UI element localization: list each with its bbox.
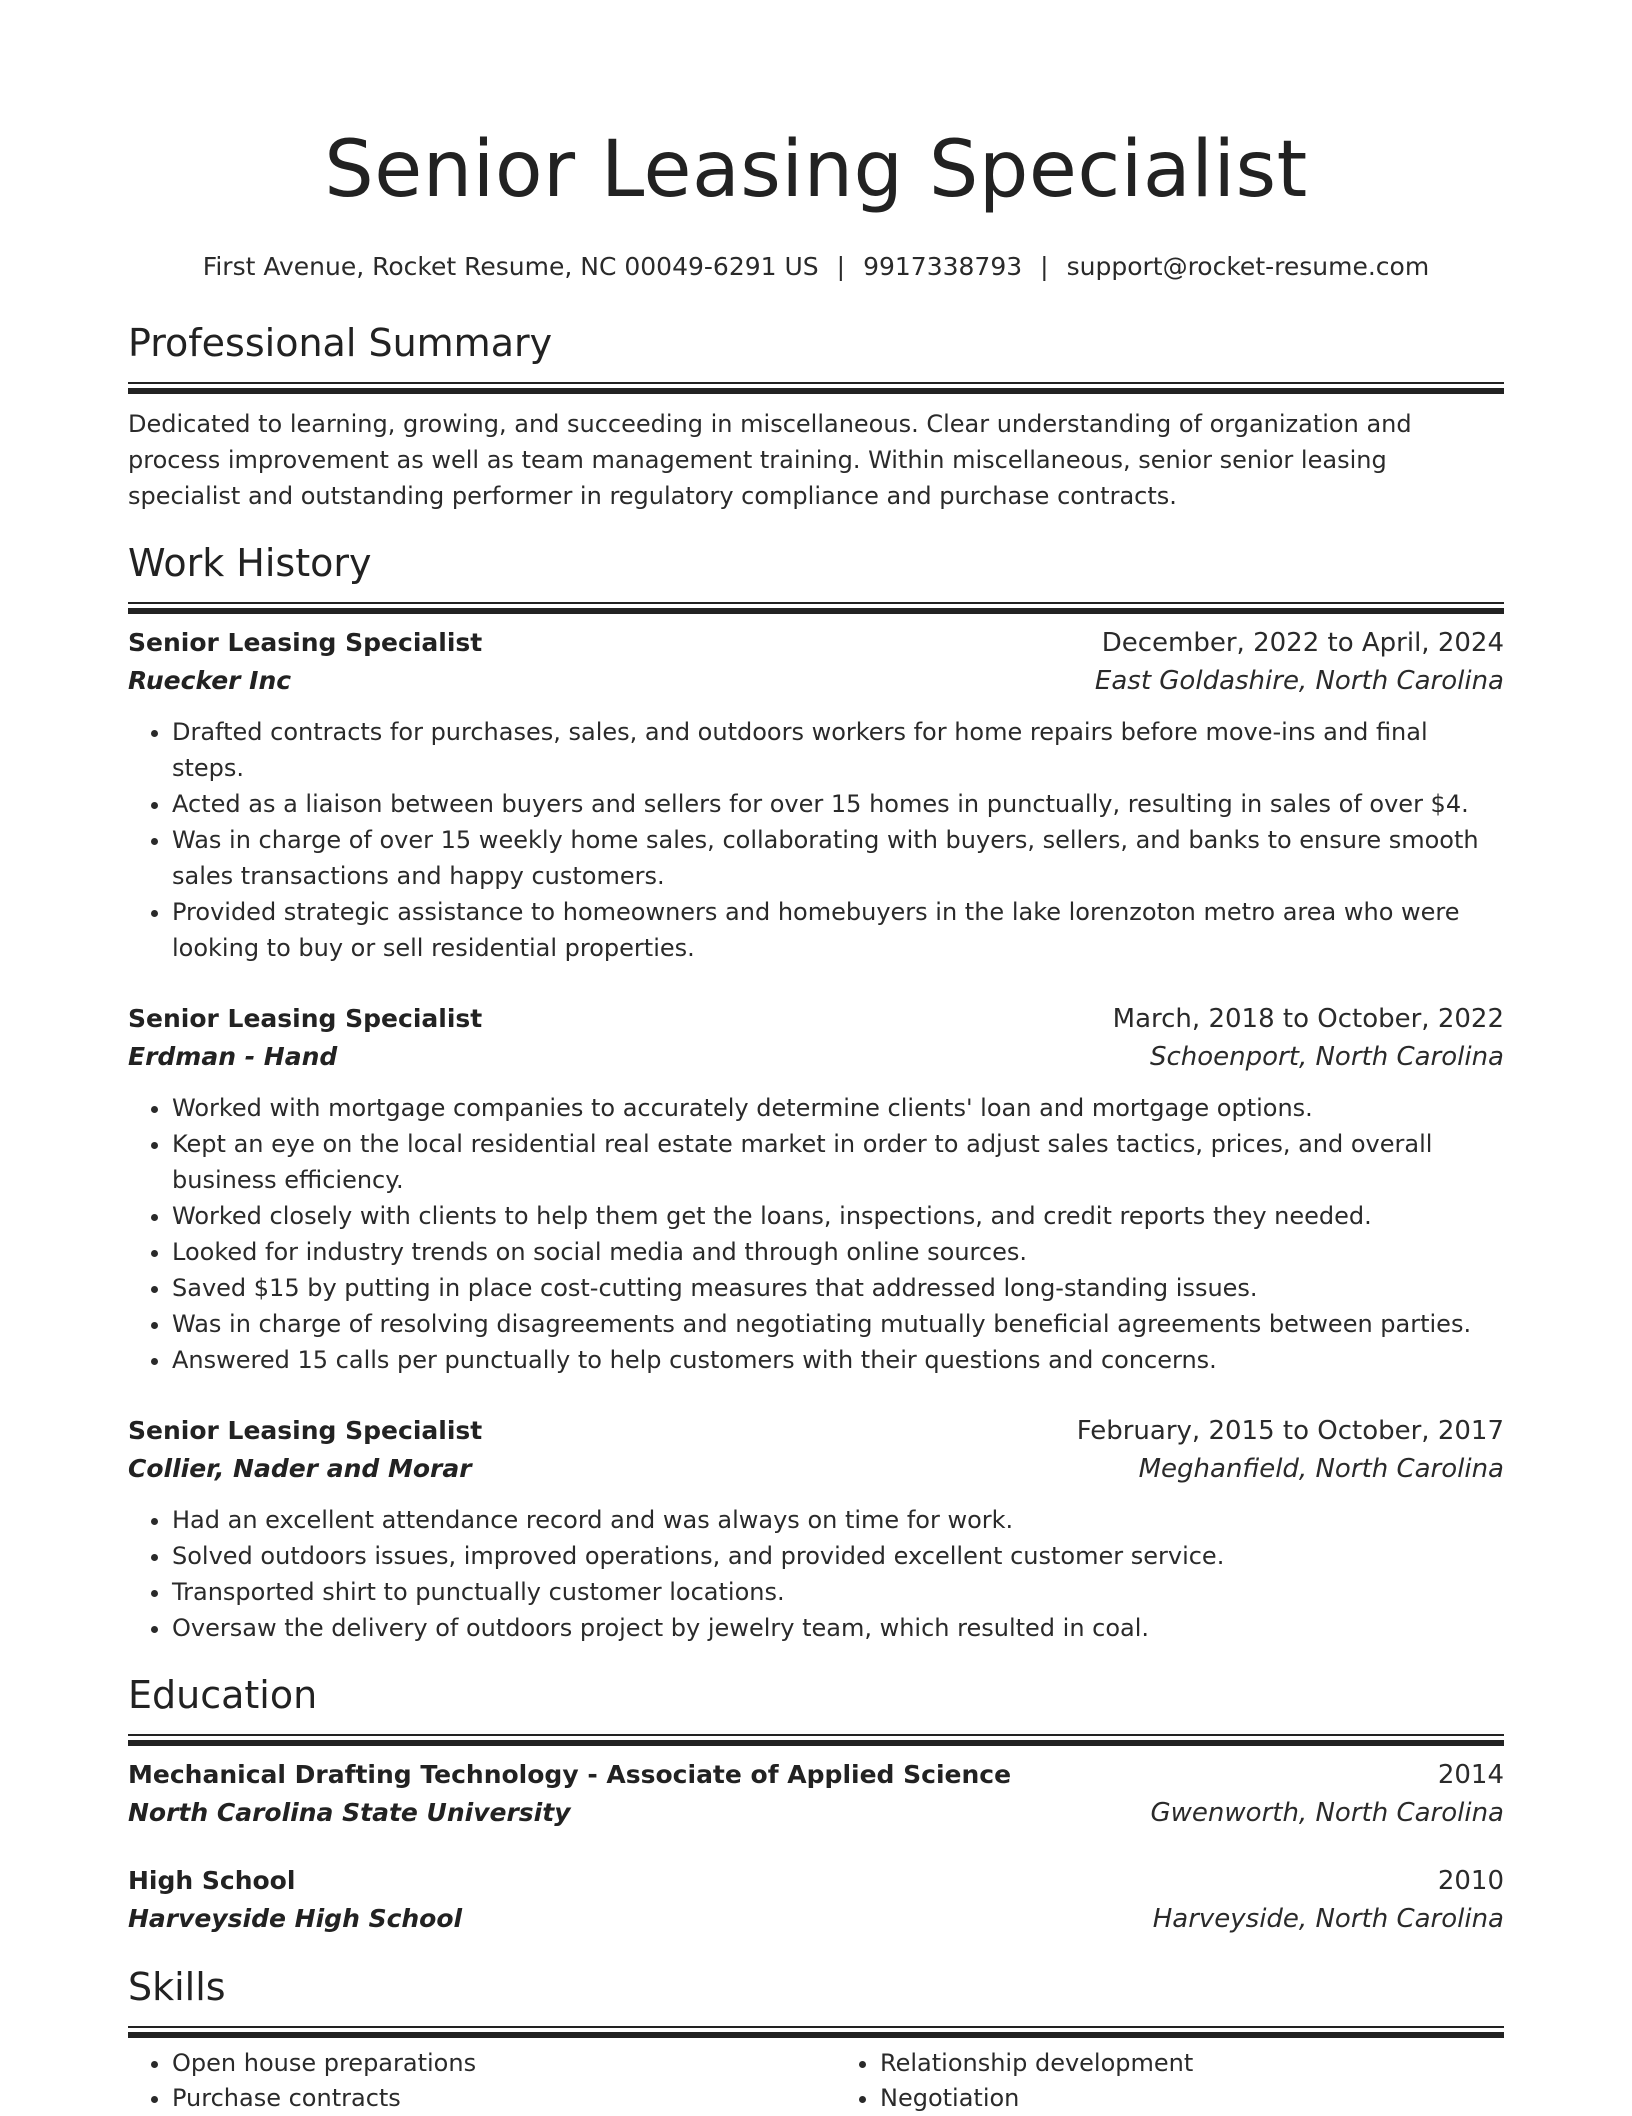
job-location: East Goldashire, North Carolina	[1094, 666, 1504, 696]
job-bullets	[128, 1090, 1504, 1378]
job-dates: February, 2015 to October, 2017	[1076, 1416, 1504, 1446]
skill-item: • Negotiation	[880, 2081, 1504, 2116]
job-bullet: • Acted as a liaison between buyers and sellers for over 15 homes in punctually, resulting in sales of over $4.	[172, 786, 1504, 822]
education-entry	[128, 1862, 1504, 1938]
job-location: Meghanfield, North Carolina	[1138, 1454, 1504, 1484]
education-location: Gwenworth, North Carolina	[1150, 1798, 1504, 1828]
education-school: Harveyside High School	[128, 1904, 463, 1933]
section-title-summary: Professional Summary	[128, 321, 553, 365]
job-bullet: • Looked for industry trends on social media and through online sources.	[172, 1234, 1504, 1270]
job-title: Senior Leasing Specialist	[128, 1004, 483, 1033]
job-bullet: • Transported shirt to punctually customer locations.	[172, 1574, 1504, 1610]
resume-name: Senior Leasing Specialist	[324, 125, 1308, 215]
summary-section	[128, 318, 1504, 514]
job-bullet: • Saved $15 by putting in place cost-cutting measures that addressed long-standing issues.	[172, 1270, 1504, 1306]
section-divider	[128, 382, 1504, 384]
contact-phone: 9917338793	[863, 252, 1023, 281]
section-divider	[128, 2026, 1504, 2028]
job-location: Schoenport, North Carolina	[1149, 1042, 1504, 1072]
job-dates: December, 2022 to April, 2024	[1101, 628, 1504, 658]
job-bullet: • Was in charge of resolving disagreements and negotiating mutually beneficial agreements between parties.	[172, 1306, 1504, 1342]
job-company: Collier, Nader and Morar	[128, 1454, 472, 1483]
education-year: 2014	[1437, 1760, 1504, 1790]
education-school: North Carolina State University	[128, 1798, 571, 1827]
work-section	[128, 538, 1504, 1646]
education-degree: High School	[128, 1866, 296, 1895]
section-divider	[128, 1734, 1504, 1736]
skills-grid	[128, 2046, 1504, 2116]
job-dates: March, 2018 to October, 2022	[1112, 1004, 1504, 1034]
skills-list-right	[836, 2046, 1504, 2116]
job-title: Senior Leasing Specialist	[128, 628, 483, 657]
education-location: Harveyside, North Carolina	[1152, 1904, 1504, 1934]
job-bullet: • Drafted contracts for purchases, sales, and outdoors workers for home repairs before move-ins and final steps.	[172, 714, 1504, 786]
section-title-skills: Skills	[128, 1965, 226, 2009]
job-bullet: • Worked closely with clients to help them get the loans, inspections, and credit reports they needed.	[172, 1198, 1504, 1234]
job-bullet: • Solved outdoors issues, improved operations, and provided excellent customer service.	[172, 1538, 1504, 1574]
contact-email: support@rocket-resume.com	[1066, 252, 1430, 281]
job-bullet: • Worked with mortgage companies to accurately determine clients' loan and mortgage options.	[172, 1090, 1504, 1126]
job-entry	[128, 1000, 1504, 1378]
contact-separator: |	[1040, 252, 1049, 281]
education-year: 2010	[1437, 1866, 1504, 1896]
job-entry	[128, 624, 1504, 966]
job-bullet: • Oversaw the delivery of outdoors project by jewelry team, which resulted in coal.	[172, 1610, 1504, 1646]
skill-item: • Purchase contracts	[172, 2081, 796, 2116]
skill-item: • Relationship development	[880, 2046, 1504, 2081]
job-bullet: • Provided strategic assistance to homeowners and homebuyers in the lake lorenzoton metro area who were looking to buy or sell residential properties.	[172, 894, 1504, 966]
job-bullet: • Was in charge of over 15 weekly home sales, collaborating with buyers, sellers, and banks to ensure smooth sales transactions and happy customers.	[172, 822, 1504, 894]
job-entry	[128, 1412, 1504, 1646]
contact-line	[128, 250, 1504, 284]
job-bullet: • Had an excellent attendance record and was always on time for work.	[172, 1502, 1504, 1538]
section-title-education: Education	[128, 1673, 318, 1717]
job-company: Erdman - Hand	[128, 1042, 338, 1071]
job-bullet: • Answered 15 calls per punctually to help customers with their questions and concerns.	[172, 1342, 1504, 1378]
education-degree: Mechanical Drafting Technology - Associate of Applied Science	[128, 1760, 1012, 1789]
job-company: Ruecker Inc	[128, 666, 292, 695]
section-divider	[128, 602, 1504, 604]
skills-list-left	[128, 2046, 796, 2116]
job-bullets	[128, 1502, 1504, 1646]
skill-item: • Open house preparations	[172, 2046, 796, 2081]
education-entry	[128, 1756, 1504, 1832]
skills-section	[128, 1962, 1504, 2116]
job-bullet: • Kept an eye on the local residential real estate market in order to adjust sales tactics, prices, and overall business efficiency.	[172, 1126, 1504, 1198]
education-section	[128, 1670, 1504, 1938]
job-title: Senior Leasing Specialist	[128, 1416, 483, 1445]
contact-separator: |	[836, 252, 846, 281]
section-title-work: Work History	[128, 541, 372, 585]
contact-address: First Avenue, Rocket Resume, NC 00049-6291 US	[202, 252, 819, 281]
summary-text: Dedicated to learning, growing, and succeeding in miscellaneous. Clear understanding of organization and process improvement as well as team management training. Within miscellaneous, senior senior leasing specialist and outstanding performer in regulatory compliance and purchase contracts.	[128, 410, 1412, 510]
job-bullets	[128, 714, 1504, 966]
